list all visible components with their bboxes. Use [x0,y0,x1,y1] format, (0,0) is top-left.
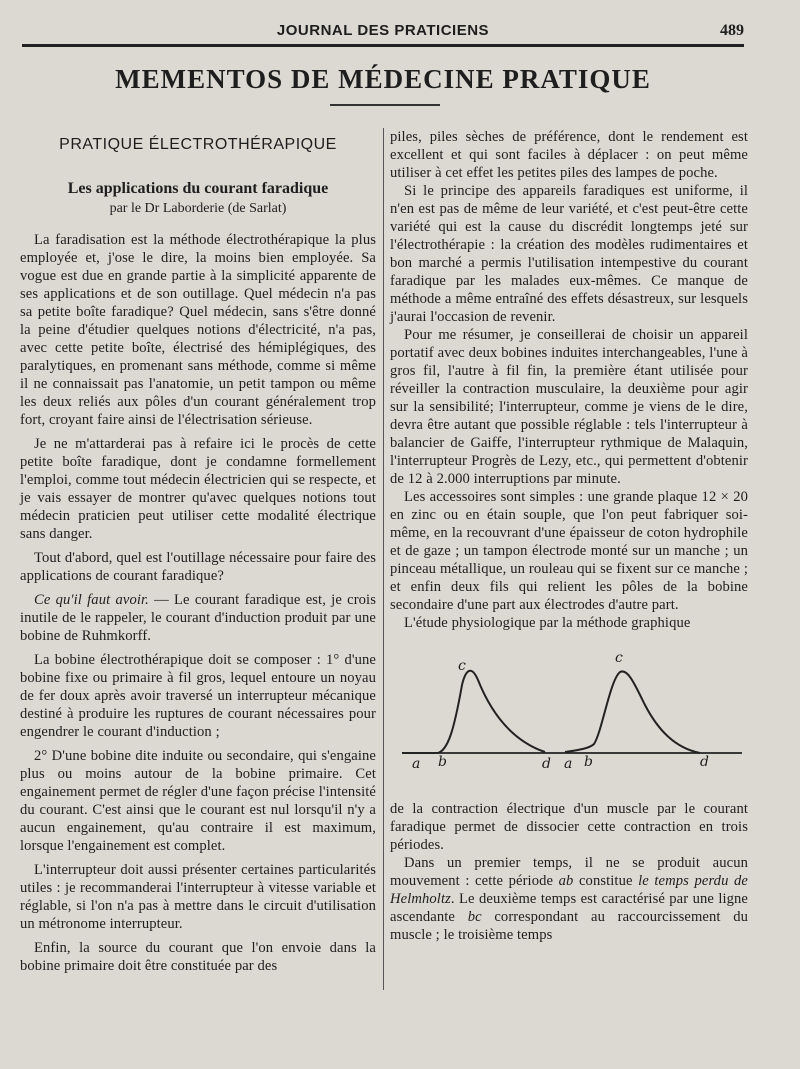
first-contraction-curve [402,671,545,753]
column-divider [383,128,384,990]
label-a: a [564,756,573,772]
label-c: c [615,650,623,666]
label-a: a [412,756,421,772]
paragraph: Si le principe des appareils faradiques est uniforme, il n'en est pas de même de leur variété, et c'est peut-être cette variété qui est la cause du discrédit longtemps jeté sur l'électrothérapie : la création des modèles rudimentaires et bon marché a permis l'utilisation intempestive du courant faradique par les malades eux-mêmes. Ce manque de méthode a même entraîné des effets désastreux, sur lesquels j'aurai l'occasion de revenir. [390,183,748,325]
paragraph: Je ne m'attarderai pas à refaire ici le procès de cette petite boîte faradique, dont je condamne formellement l'emploi, comme tout médecin électricien qui se respecte, et je vais essayer de montrer qu'avec quelques notions tout médecin praticien peut utiliser cette modalité électrique sans danger. [20,436,376,542]
paragraph-text: — Le courant faradique est, je crois inutile de le rappeler, le courant d'induction produit par une bobine de Ruhmkorff. [20,592,376,644]
article-title: Les applications du courant faradique [67,180,329,197]
paragraph: L'interrupteur doit aussi présenter certaines particularités utiles : je recommanderai l'interrupteur à vitesse variable et réglable, si l'on n'a pas à mettre dans le circuit d'utilisation un métronome interrupteur. [20,862,376,932]
title-rule [330,104,440,106]
journal-title: JOURNAL DES PRATICIENS [276,22,490,39]
paragraph: Tout d'abord, quel est l'outillage nécessaire pour faire des applications de courant faradique? [20,550,376,584]
label-b: b [438,754,447,770]
muscle-contraction-graph [390,640,748,790]
paragraph: La faradisation est la méthode électrothérapique la plus employée et, j'ose le dire, la moins bien employée. Sa vogue est due en grande partie à la simplicité apparente de ses applications et de son outillage. Quel médecin n'a pas sa petite boîte faradique? Quel médecin, sans s'être donné la peine d'étudier quelques notions d'électricité, n'a pas, avec cette petite boîte, électrisé des hémiplégiques, des paralytiques, en promenant sans méthode, comme si même il ne connaissait pas l'anatomie, un petit tampon ou même les deux reliés aux pôles d'un courant généralement trop fort, croyant faire ainsi de l'électrisation sérieuse. [20,232,376,428]
italic-term: ab [558,873,574,889]
second-contraction-curve [565,671,700,753]
article-byline: par le Dr Laborderie (de Sarlat) [109,201,287,216]
paragraph [390,854,748,944]
paragraph: La bobine électrothérapique doit se composer : 1° d'une bobine fixe ou primaire à fil gros, lequel entoure un noyau de fer doux après avoir traversé un interrupteur mécanique destiné à produire les ruptures de courant nécessaires pour engendrer le courant d'induction ; [20,652,376,740]
paragraph-text: constitue [573,873,639,889]
label-d: d [700,754,709,770]
section-title: PRATIQUE ÉLECTROTHÉRAPIQUE [59,136,337,153]
paragraph: 2° D'une bobine dite induite ou secondaire, qui s'engaine plus ou moins autour de la bobine primaire. Cet engainement permet de régler d'une façon précise l'intensité du courant. C'est ainsi que le courant est nul lorsqu'il n'y a aucun engainement, qu'au contraire il est maximum, lorsque l'engainement est complet. [20,748,376,854]
label-c: c [458,658,466,674]
italic-term: le temps perdu de Helmholtz [390,873,748,907]
label-d: d [542,756,551,772]
main-title: MEMENTOS DE MÉDECINE PRATIQUE [115,64,651,94]
left-column [20,136,376,975]
paragraph: de la contraction électrique d'un muscle par le courant faradique permet de dissocier cette contraction en trois périodes. [390,801,748,853]
page-number: 489 [720,22,744,39]
paragraph: Les accessoires sont simples : une grande plaque 12 × 20 en zinc ou en étain souple, que l'on peut fabriquer soi-même, en la recouvrant d'une épaisseur de coton hydrophile et de gaze ; un tampon électrode monté sur un manche ; un pinceau métallique, un rouleau qui se fixent sur ce manche ; et enfin deux fils qui relient les pôles de la bobine secondaire d'une part aux électrodes d'autre part. [390,489,748,613]
subheading-italic: Ce qu'il faut avoir. [34,592,149,608]
paragraph: L'étude physiologique par la méthode graphique [404,615,691,631]
paragraph-text: correspondant au raccourcissement du muscle ; le troisième temps [390,909,748,943]
paragraph: piles, piles sèches de préférence, dont le rendement est excellent et qui sont faciles à déplacer : on peut même utiliser à cet effet les petites piles des lampes de poche. [390,129,748,181]
paragraph-text: . Le deuxième temps est caractérisé par une ligne ascendante [390,891,748,925]
paragraph: Pour me résumer, je conseillerai de choisir un appareil portatif avec deux bobines induites interchangeables, l'une à gros fil, l'autre à fil fin, la première étant utilisée pour réveiller la contraction musculaire, la deuxième pour agir sur la sensibilité; l'interrupteur, comme je viens de le dire, devra être autant que possible réglable : tels l'interrupteur à balancier de Gaiffe, l'interrupteur rythmique de Malaquin, l'interrupteur Progrès de Lezy, etc., qui permettent d'obtenir de 12 à 2.000 interruptions par minute. [390,327,748,487]
paragraph: Enfin, la source du courant que l'on envoie dans la bobine primaire doit être constituée par des [20,940,376,974]
header-rule [22,44,744,47]
label-b: b [584,754,593,770]
right-column [390,128,748,944]
paragraph-text: Dans un premier temps, il ne se produit aucun mouvement : cette période [390,855,748,889]
italic-term: bc [467,909,482,925]
running-header [22,20,744,42]
paragraph [20,591,376,645]
